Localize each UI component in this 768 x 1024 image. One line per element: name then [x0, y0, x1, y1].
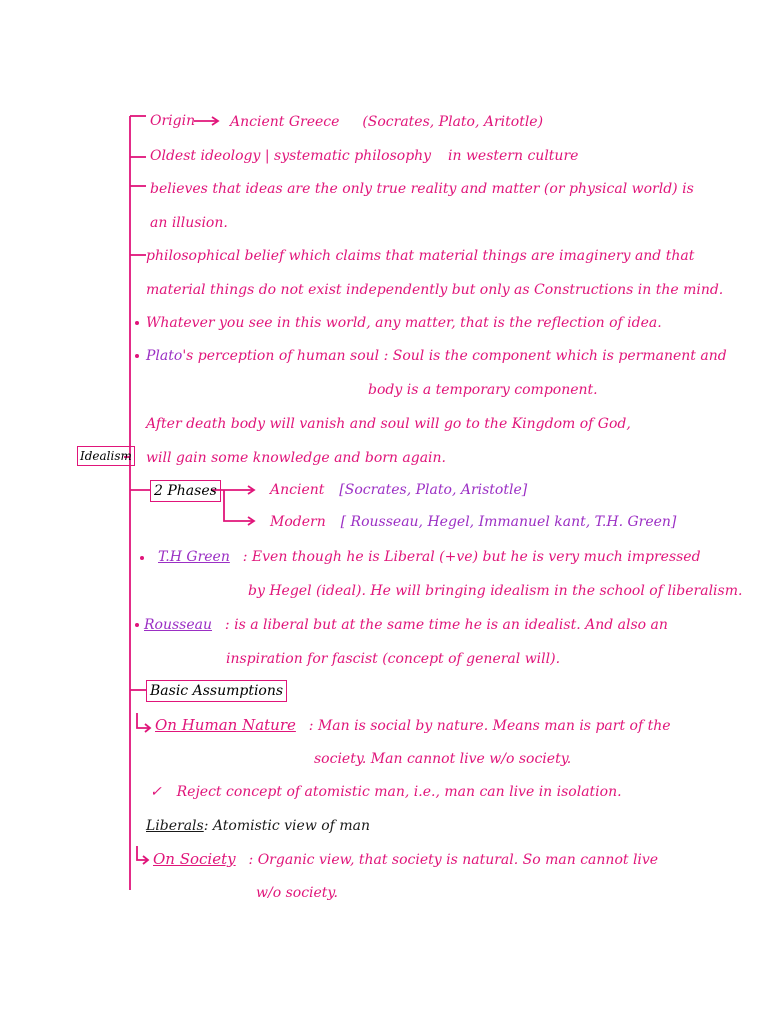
origin-people: (Socrates, Plato, Aritotle): [362, 114, 544, 130]
phases-label: 2 Phases: [154, 483, 217, 499]
plato-line-1: [146, 347, 727, 365]
liberals-line: [146, 817, 370, 835]
rousseau-text-1: : is a liberal but at the same time he is an idealist. And also an: [224, 617, 668, 633]
oldest-text: Oldest ideology | systematic philosophy: [150, 148, 432, 164]
root-label: Idealism: [80, 449, 132, 463]
green-line-1: [158, 548, 701, 566]
human-text-1: : Man is social by nature. Means man is part of the: [308, 718, 671, 734]
assumptions-label: Basic Assumptions: [150, 683, 284, 699]
phil-line-2: material things do not exist independently but only as Constructions in the mind.: [146, 282, 724, 298]
human-title: On Human Nature: [155, 716, 296, 734]
society-text-1: : Organic view, that society is natural. So man cannot live: [248, 852, 659, 868]
origin-value-line: [230, 113, 543, 131]
check-icon: ✓: [150, 784, 162, 800]
society-line-2: w/o society.: [256, 885, 338, 901]
plato-text-1: 's perception of human soul : Soul is the component which is permanent and: [182, 348, 727, 364]
liberals-text: : Atomistic view of man: [203, 818, 370, 834]
after-line-2: will gain some knowledge and born again.: [146, 450, 447, 466]
phil-line-1: philosophical belief which claims that material things are imaginery and that: [146, 248, 695, 264]
reject-text: Reject concept of atomistic man, i.e., man can live in isolation.: [176, 784, 622, 800]
human-line-2: society. Man cannot live w/o society.: [314, 751, 572, 767]
plato-line-2: body is a temporary component.: [368, 382, 598, 398]
society-line-1: [153, 850, 658, 869]
oldest-tail: in western culture: [448, 148, 579, 164]
whatever-line: Whatever you see in this world, any matter, that is the reflection of idea.: [146, 315, 662, 331]
rousseau-name: Rousseau: [144, 617, 213, 633]
modern-line: [270, 513, 676, 531]
green-text-1: : Even though he is Liberal (+ve) but he is very much impressed: [242, 549, 701, 565]
modern-people: [ Rousseau, Hegel, Immanuel kant, T.H. Green]: [340, 514, 677, 530]
green-name: T.H Green: [158, 549, 230, 565]
origin-value: Ancient Greece: [230, 114, 340, 130]
origin-label: Origin: [150, 113, 196, 129]
rousseau-line-2: inspiration for fascist (concept of general will).: [226, 651, 561, 667]
root-node: [77, 446, 135, 466]
oldest-line: [150, 147, 578, 165]
human-line-1: [155, 716, 671, 735]
believes-line-1: believes that ideas are the only true reality and matter (or physical world) is: [150, 181, 694, 197]
rousseau-line-1: [144, 616, 668, 634]
liberals-label: Liberals: [146, 818, 204, 834]
assumptions-box: [146, 680, 287, 702]
green-line-2: by Hegel (ideal). He will bringing idealism in the school of liberalism.: [248, 583, 743, 599]
ancient-label: Ancient: [270, 482, 325, 498]
ancient-line: [270, 481, 527, 499]
plato-name: Plato: [146, 348, 183, 364]
society-title: On Society: [153, 850, 236, 868]
origin-line: [150, 112, 195, 130]
believes-line-2: an illusion.: [150, 215, 228, 231]
modern-label: Modern: [270, 514, 326, 530]
ancient-people: [Socrates, Plato, Aristotle]: [339, 482, 528, 498]
phases-box: [150, 480, 221, 502]
reject-line: [150, 783, 622, 801]
after-line-1: After death body will vanish and soul will go to the Kingdom of God,: [146, 416, 631, 432]
